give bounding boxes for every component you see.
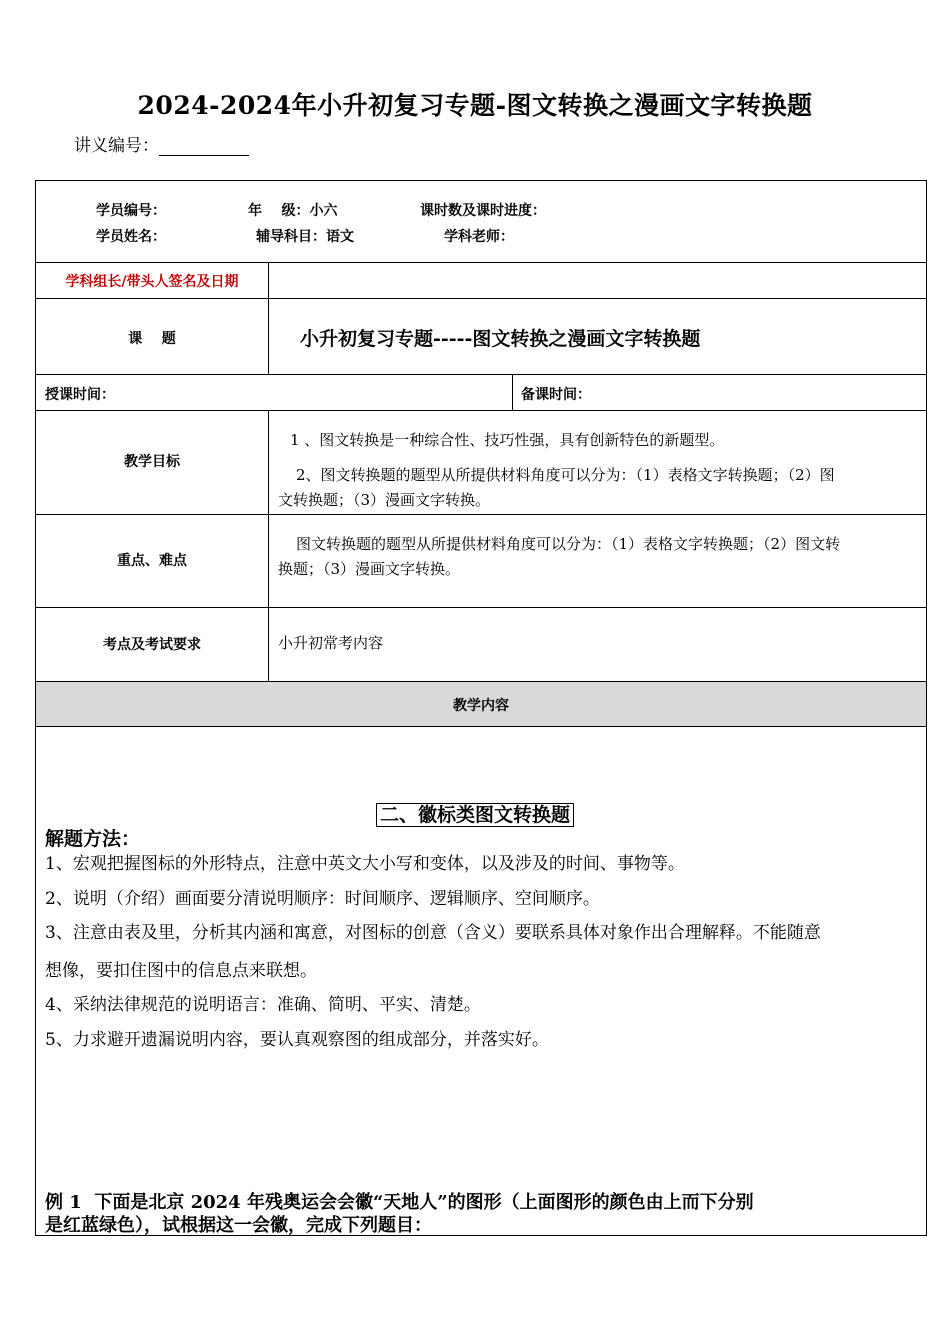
row-divider (35, 262, 927, 263)
goal-line: 文转换题；（3）漫画文字转换。 (278, 491, 491, 509)
goal-line: 1 、图文转换是一种综合性、技巧性强，具有创新特色的新题型。 (290, 431, 725, 449)
example-line: 是红蓝绿色），试根据这一会徽，完成下列题目： (45, 1215, 432, 1236)
exam-value: 小升初常考内容 (278, 634, 384, 652)
col-divider (268, 262, 269, 374)
key-point-line: 图文转换题的题型从所提供材料角度可以分为：（1）表格文字转换题；（2）图文转 (296, 535, 841, 553)
row-divider (35, 726, 927, 727)
doc-number-label: 讲义编号： (74, 136, 159, 156)
method-heading: 解题方法： (45, 828, 141, 850)
method-line: 4、采纳法律规范的说明语言：准确、简明、平实、清楚。 (45, 995, 481, 1015)
key-points-label: 重点、难点 (117, 553, 187, 569)
example-line: 例 1 下面是北京 2024 年残奥运会会徽“天地人”的图形（上面图形的颜色由上而下分别 (45, 1192, 754, 1213)
col-divider (268, 410, 269, 681)
row-divider (35, 514, 927, 515)
document-title: 2024-2024年小升初复习专题-图文转换之漫画文字转换题 (137, 91, 813, 120)
row-divider (35, 374, 927, 375)
goals-label: 教学目标 (124, 454, 180, 470)
section-heading: 二、徽标类图文转换题 (376, 803, 574, 827)
exam-label: 考点及考试要求 (103, 637, 201, 653)
topic-label: 课 题 (128, 331, 176, 347)
topic-value: 小升初复习专题-----图文转换之漫画文字转换题 (300, 328, 701, 350)
hours-label: 课时数及课时进度： (420, 203, 546, 219)
lesson-time-label: 授课时间： (45, 387, 115, 403)
section-heading-wrap (0, 800, 950, 827)
sign-label: 学科组长/带头人签名及日期 (65, 274, 239, 290)
key-point-line: 换题；（3）漫画文字转换。 (278, 560, 461, 578)
row-divider (35, 298, 927, 299)
content-header: 教学内容 (453, 698, 509, 714)
col-divider (512, 374, 513, 410)
student-name-label: 学员姓名： (96, 229, 166, 245)
prep-time-label: 备课时间： (521, 387, 591, 403)
doc-number (74, 131, 249, 156)
grade-label: 年 级：小六 (248, 203, 338, 219)
subject-label: 辅导科目：语文 (256, 229, 354, 245)
row-divider (35, 607, 927, 608)
method-line: 1、宏观把握图标的外形特点，注意中英文大小写和变体，以及涉及的时间、事物等。 (45, 854, 685, 874)
doc-number-blank (159, 138, 249, 156)
row-divider (35, 410, 927, 411)
teacher-label: 学科老师： (444, 229, 514, 245)
student-number-label: 学员编号： (96, 203, 166, 219)
method-line: 2、说明（介绍）画面要分清说明顺序：时间顺序、逻辑顺序、空间顺序。 (45, 889, 600, 909)
goal-line: 2、图文转换题的题型从所提供材料角度可以分为：（1）表格文字转换题；（2）图 (296, 466, 835, 484)
method-line: 5、力求避开遗漏说明内容，要认真观察图的组成部分，并落实好。 (45, 1030, 549, 1050)
method-line: 想像，要扣住图中的信息点来联想。 (45, 961, 317, 981)
method-line: 3、注意由表及里，分析其内涵和寓意，对图标的创意（含义）要联系具体对象作出合理解释。不能随意 (45, 923, 821, 943)
